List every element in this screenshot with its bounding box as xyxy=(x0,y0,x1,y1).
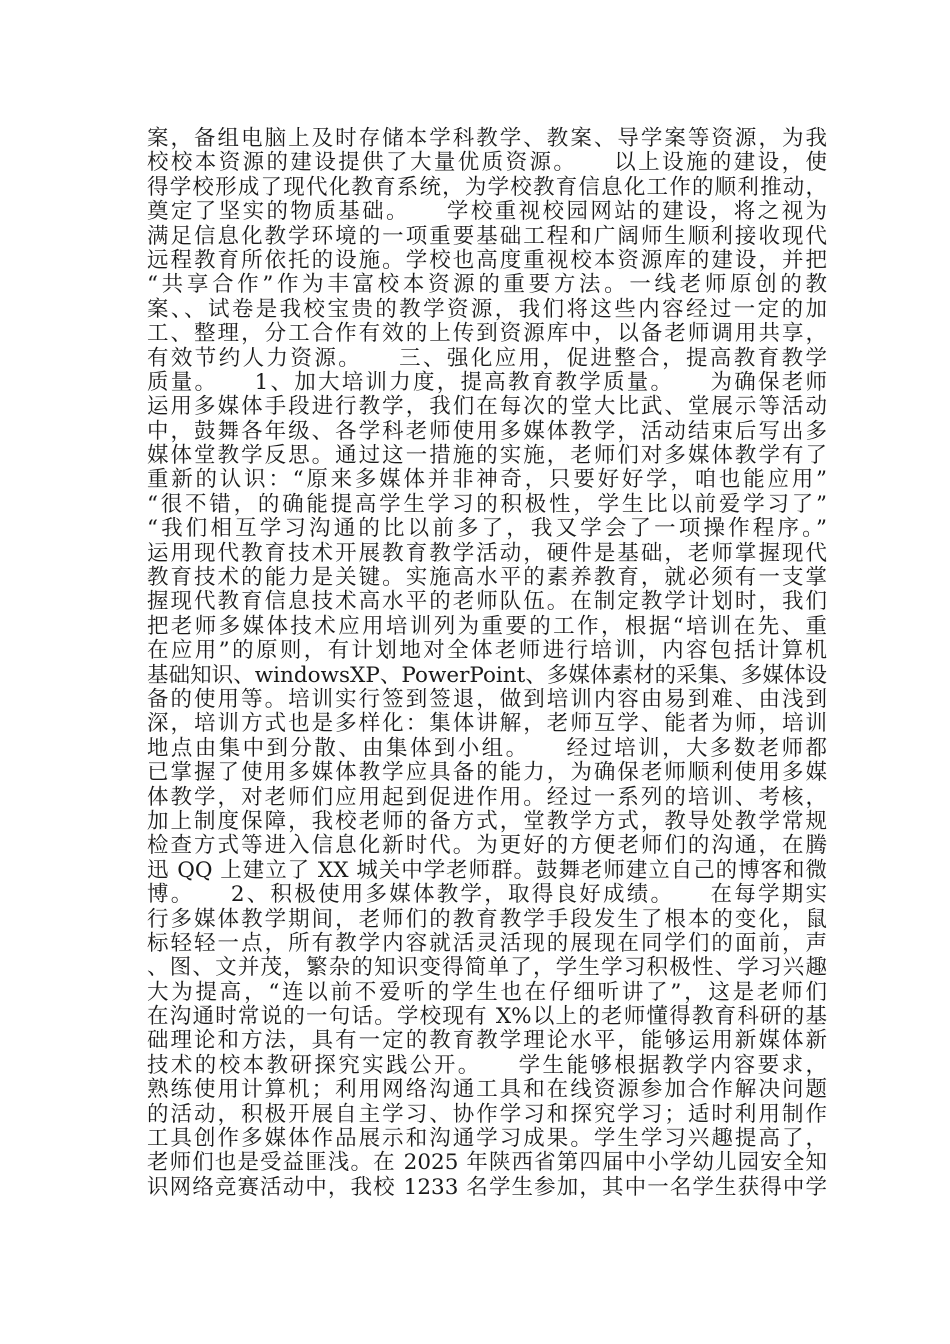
text-line: 熟练使用计算机；利用网络沟通工具和在线资源参加合作解决问题 xyxy=(147,1077,827,1103)
text-line: 备的使用等。培训实行签到签退，做到培训内容由易到难、由浅到 xyxy=(147,686,827,712)
text-line: “很不错，的确能提高学生学习的积极性，学生比以前爱学习了” xyxy=(147,491,827,517)
text-line: 工、整理，分工合作有效的上传到资源库中，以备老师调用共享， xyxy=(147,321,827,347)
text-line: 远程教育所依托的设施。学校也高度重视校本资源库的建设，并把 xyxy=(147,247,827,273)
text-line: 标轻轻一点，所有教学内容就活灵活现的展现在同学们的面前，声 xyxy=(147,930,827,956)
text-line: 中，鼓舞各年级、各学科老师使用多媒体教学，活动结束后写出多 xyxy=(147,418,827,444)
text-line: 得学校形成了现代化教育系统，为学校教育信息化工作的顺利推动， xyxy=(147,174,827,200)
text-line: 、图、文并茂，繁杂的知识变得简单了，学生学习积极性、学习兴趣 xyxy=(147,955,827,981)
text-line: 识网络竞赛活动中，我校 1233 名学生参加，其中一名学生获得中学 xyxy=(147,1174,827,1200)
text-line: 深，培训方式也是多样化：集体讲解，老师互学、能者为师，培训 xyxy=(147,711,827,737)
text-line: 重新的认识：“原来多媒体并非神奇，只要好好学，咱也能应用” xyxy=(147,467,827,493)
text-line: 在沟通时常说的一句话。学校现有 X%以上的老师懂得教育科研的基 xyxy=(147,1004,827,1030)
text-line: 检查方式等进入信息化新时代。为更好的方便老师们的沟通，在腾 xyxy=(147,833,827,859)
text-line: 迅 QQ 上建立了 XX 城关中学老师群。鼓舞老师建立自己的博客和微 xyxy=(147,857,827,883)
text-line: 运用现代教育技术开展教育教学活动，硬件是基础，老师掌握现代 xyxy=(147,540,827,566)
text-line: 行多媒体教学期间，老师们的教育教学手段发生了根本的变化，鼠 xyxy=(147,906,827,932)
text-line: 有效节约人力资源。 三、强化应用，促进整合，提高教育教学 xyxy=(147,345,827,371)
text-line: 案，备组电脑上及时存储本学科教学、教案、导学案等资源，为我 xyxy=(147,126,827,151)
text-line: 满足信息化教学环境的一项重要基础工程和广阔师生顺利接收现代 xyxy=(147,223,827,249)
text-line: 案、、试卷是我校宝贵的教学资源，我们将这些内容经过一定的加 xyxy=(147,296,827,322)
text-line: 质量。 1、加大培训力度，提高教育教学质量。 为确保老师 xyxy=(147,369,827,395)
text-line: 老师们也是受益匪浅。在 2025 年陕西省第四届中小学幼儿园安全知 xyxy=(147,1150,827,1176)
text-line: 加上制度保障，我校老师的备方式，堂教学方式，教导处教学常规 xyxy=(147,808,827,834)
text-line: 运用多媒体手段进行教学，我们在每次的堂大比武、堂展示等活动 xyxy=(147,394,827,420)
text-line: 校校本资源的建设提供了大量优质资源。 以上设施的建设，使 xyxy=(147,150,827,176)
text-line: 教育技术的能力是关键。实施高水平的素养教育，就必须有一支掌 xyxy=(147,565,827,591)
text-line: 已掌握了使用多媒体教学应具备的能力，为确保老师顺利使用多媒 xyxy=(147,760,827,786)
text-line: 在应用”的原则，有计划地对全体老师进行培训，内容包括计算机 xyxy=(147,638,827,664)
body-text xyxy=(147,127,827,1200)
text-line: 大为提高，“连以前不爱听的学生也在仔细听讲了”，这是老师们 xyxy=(147,979,827,1005)
text-line: 地点由集中到分散、由集体到小组。 经过培训，大多数老师都 xyxy=(147,735,827,761)
text-line: 媒体堂教学反思。通过这一措施的实施，老师们对多媒体教学有了 xyxy=(147,443,827,469)
text-line: 体教学，对老师们应用起到促进作用。经过一系列的培训、考核， xyxy=(147,784,827,810)
text-line: 博。 2、积极使用多媒体教学，取得良好成绩。 在每学期实 xyxy=(147,882,827,908)
text-line: 握现代教育信息技术高水平的老师队伍。在制定教学计划时，我们 xyxy=(147,589,827,615)
text-line: 基础知识、windowsXP、PowerPoint、多媒体素材的采集、多媒体设 xyxy=(147,662,827,688)
text-line: 把老师多媒体技术应用培训列为重要的工作，根据“培训在先、重 xyxy=(147,613,827,639)
text-line: 础理论和方法，具有一定的教育教学理论水平，能够运用新媒体新 xyxy=(147,1028,827,1054)
text-line: 的活动，积极开展自主学习、协作学习和探究学习；适时利用制作 xyxy=(147,1101,827,1127)
text-line: 工具创作多媒体作品展示和沟通学习成果。学生学习兴趣提高了， xyxy=(147,1126,827,1152)
text-line: 技术的校本教研探究实践公开。 学生能够根据教学内容要求， xyxy=(147,1052,827,1078)
text-line: “我们相互学习沟通的比以前多了，我又学会了一项操作程序。” xyxy=(147,516,827,542)
text-line: 奠定了坚实的物质基础。 学校重视校园网站的建设，将之视为 xyxy=(147,199,827,225)
text-line: “共享合作”作为丰富校本资源的重要方法。一线老师原创的教 xyxy=(147,272,827,298)
